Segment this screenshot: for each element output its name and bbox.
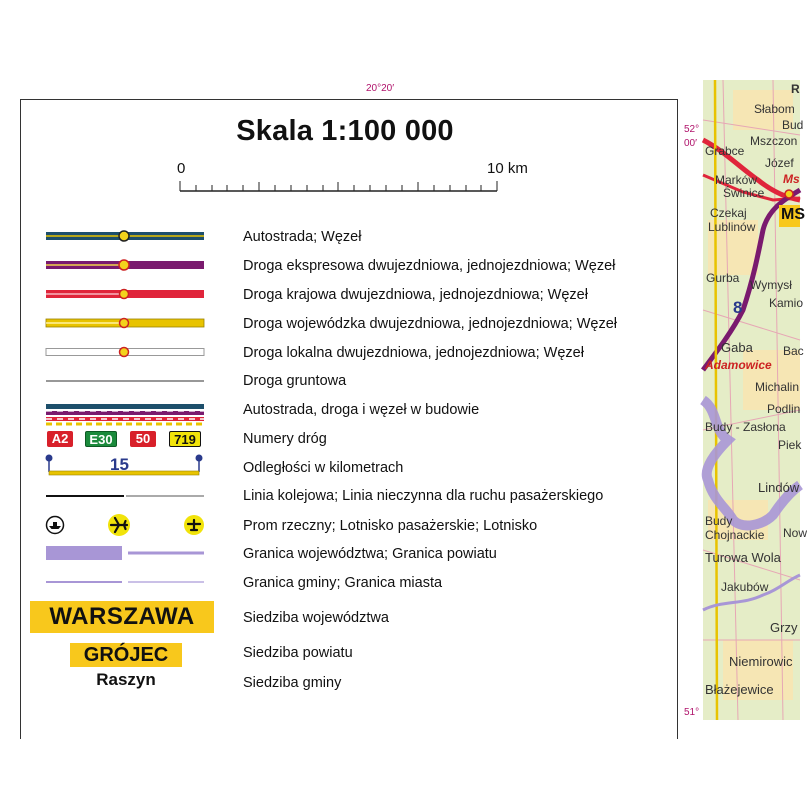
coord-lat-bottom: 51° <box>684 707 700 718</box>
road-number-national: 50 <box>130 431 156 447</box>
map-place: Józef <box>765 156 794 170</box>
map-place: Podlin <box>767 402 801 416</box>
map-place: Turowa Wola <box>705 550 781 565</box>
map-place: Marków <box>715 173 758 187</box>
label-ferry-airport: Prom rzeczny; Lotnisko pasażerskie; Lotnisko <box>243 518 538 534</box>
label-under-construction: Autostrada, droga i węzeł w budowie <box>243 402 480 418</box>
scale-bar <box>170 175 510 197</box>
label-motorway: Autostrada; Węzeł <box>243 229 362 245</box>
map-place: Wymysł <box>750 278 792 292</box>
symbol-voivodeship-boundary <box>46 546 122 560</box>
scale-start-label: 0 <box>177 160 186 177</box>
label-expressway: Droga ekspresowa dwujezdniowa, jednojezdniowa; Węzeł <box>243 258 616 274</box>
map-place: Budy - Zasłona <box>705 420 786 434</box>
map-place: Świnice <box>723 186 765 200</box>
ferry-icon <box>45 515 65 535</box>
label-local-road: Droga lokalna dwujezdniowa, jednojezdniowa; Węzeł <box>243 345 584 361</box>
symbol-expressway <box>46 260 204 270</box>
road-number-voivodeship: 719 <box>169 431 201 447</box>
label-national-road: Droga krajowa dwujezdniowa, jednojezdniowa; Węzeł <box>243 287 588 303</box>
seat-voivodeship: WARSZAWA <box>30 601 214 633</box>
map-place: Chojnackie <box>705 528 765 542</box>
label-voivodeship-county-boundary: Granica województwa; Granica powiatu <box>243 546 497 562</box>
map-place: Kamio <box>769 296 804 310</box>
label-commune-city-boundary: Granica gminy; Granica miasta <box>243 575 443 591</box>
map-place: Gaba <box>721 340 753 355</box>
symbol-national-road <box>46 290 204 299</box>
symbol-local-road <box>46 348 204 357</box>
coord-lat-top-deg: 52° <box>684 124 700 135</box>
map-place: Słabom <box>754 102 795 116</box>
map-place: Ms <box>783 172 800 186</box>
label-railway: Linia kolejowa; Linia nieczynna dla ruchu pasażerskiego <box>243 488 604 504</box>
map-place: Bac <box>783 344 804 358</box>
road-number-european: E30 <box>85 431 117 447</box>
map-place: Jakubów <box>721 580 769 594</box>
symbol-motorway <box>46 231 204 241</box>
label-road-numbers: Numery dróg <box>243 431 327 447</box>
symbol-voivodeship-road <box>46 319 204 328</box>
label-distances: Odległości w kilometrach <box>243 460 404 476</box>
map-place: Niemirowic <box>729 654 793 669</box>
airfield-icon <box>183 514 205 536</box>
map-place: Lindów <box>758 480 800 495</box>
label-voivodeship-road: Droga wojewódzka dwujezdniowa, jednojezdniowa; Węzeł <box>243 316 617 332</box>
label-voivodeship-seat: Siedziba województwa <box>243 610 389 626</box>
scale-end-label: 10 km <box>487 160 528 177</box>
seat-commune: Raszyn <box>96 670 156 689</box>
label-dirt-road: Droga gruntowa <box>243 373 347 389</box>
distance-value: 15 <box>110 455 129 474</box>
map-place: Grabce <box>705 144 745 158</box>
map-place: R <box>791 82 800 96</box>
seat-county: GRÓJEC <box>70 643 182 667</box>
map-place: Piek <box>778 438 802 452</box>
map-place: Czekaj <box>710 206 747 220</box>
coord-lat-top-min: 00′ <box>684 138 697 149</box>
map-place: Budy <box>705 514 733 528</box>
map-place: Grzy <box>770 620 798 635</box>
map-place: Mszczon <box>750 134 798 148</box>
road-number-motorway: A2 <box>47 431 73 447</box>
coord-top: 20°20′ <box>366 83 395 94</box>
map-place: Lublinów <box>708 220 756 234</box>
map-fragment[interactable] <box>703 80 807 720</box>
map-place: Michalin <box>755 380 800 394</box>
map-place: MS <box>781 206 805 223</box>
label-commune-seat: Siedziba gminy <box>243 675 342 691</box>
label-county-seat: Siedziba powiatu <box>243 645 353 661</box>
map-place: Adamowice <box>705 358 772 372</box>
map-place: Gurba <box>706 271 740 285</box>
map-place: Now <box>783 526 807 540</box>
symbol-under-construction <box>46 404 204 424</box>
map-place: Bud <box>782 118 804 132</box>
map-place: Błażejewice <box>705 682 774 697</box>
map-place: 8 <box>733 298 743 317</box>
map-scale-title: Skala 1:100 000 <box>236 115 454 147</box>
legend-symbols <box>40 222 215 602</box>
airport-icon <box>107 513 131 537</box>
